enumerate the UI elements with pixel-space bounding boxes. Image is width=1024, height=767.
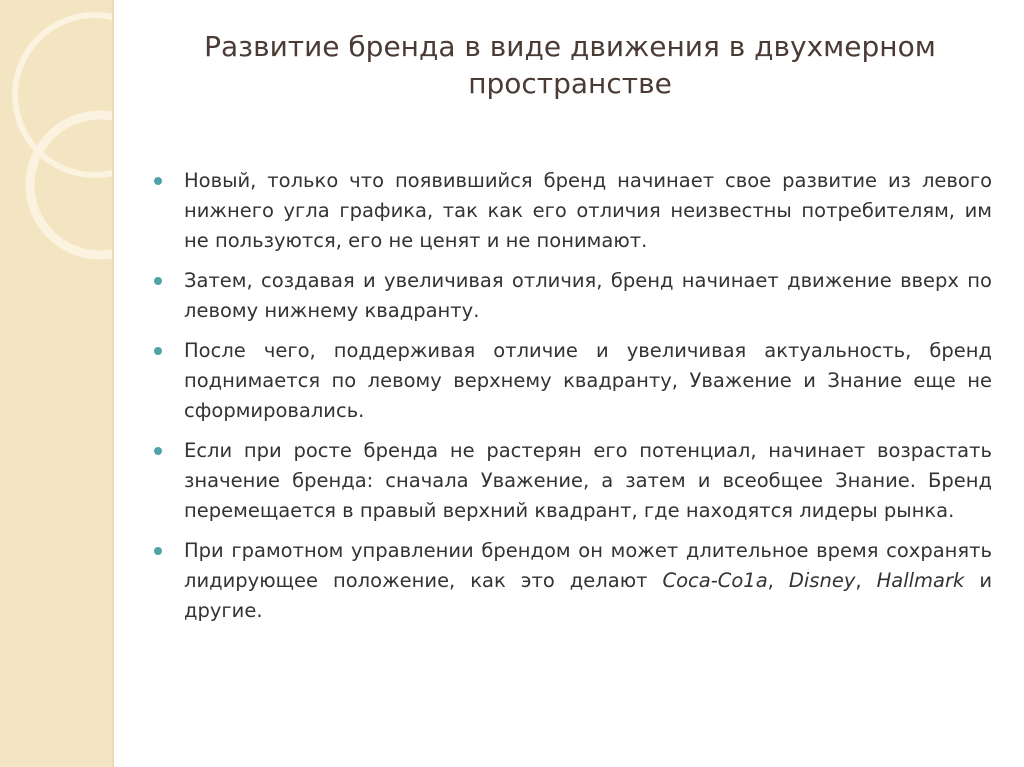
bullet-text: После чего, поддерживая отличие и увеличивая актуальность, бренд поднимается по левому верхнему квадранту, Уважение и Знание еще не сформировались. <box>184 339 992 422</box>
brand-name: Coca-Co1a <box>662 569 768 592</box>
bullet-dot <box>154 547 162 555</box>
bullet-item <box>154 436 992 526</box>
decorative-ring-large <box>15 15 112 175</box>
brand-name: Disney <box>788 569 856 592</box>
bullet-item <box>154 336 992 426</box>
bullet-list <box>154 166 992 636</box>
decorative-ring-small <box>30 115 112 255</box>
bullet-text: Новый, только что появившийся бренд начинает свое развитие из левого нижнего угла графика, так как его отличия неизвестны потребителям, им не пользуются, его не ценят и не понимают. <box>184 169 992 252</box>
bullet-item <box>154 166 992 256</box>
slide-title: Развитие бренда в виде движения в двухмерном пространстве <box>204 30 936 100</box>
bullet-text: Если при росте бренда не растерян его потенциал, начинает возрастать значение бренда: сначала Уважение, а затем и всеобщее Знание. Бренд перемещается в правый верхний квадрант, где находятся лидеры рынка. <box>184 439 992 522</box>
decorative-rings <box>0 0 112 767</box>
bullet-dot <box>154 447 162 455</box>
bullet-dot <box>154 347 162 355</box>
decorative-side-band <box>0 0 112 767</box>
side-band-edge <box>112 0 114 767</box>
brand-name: Hallmark <box>876 569 965 592</box>
bullet-dot <box>154 277 162 285</box>
separator: , <box>855 569 877 592</box>
bullet-item <box>154 536 992 626</box>
separator: , <box>767 569 789 592</box>
bullet-text: Затем, создавая и увеличивая отличия, бренд начинает движение вверх по левому нижнему квадранту. <box>184 269 992 322</box>
bullet-text: При грамотном управлении брендом он может длительное время сохранять лидирующее положение, как это делают <box>184 539 992 592</box>
bullet-dot <box>154 177 162 185</box>
bullet-item <box>154 266 992 326</box>
bullet-text-end: и другие. <box>184 569 992 622</box>
